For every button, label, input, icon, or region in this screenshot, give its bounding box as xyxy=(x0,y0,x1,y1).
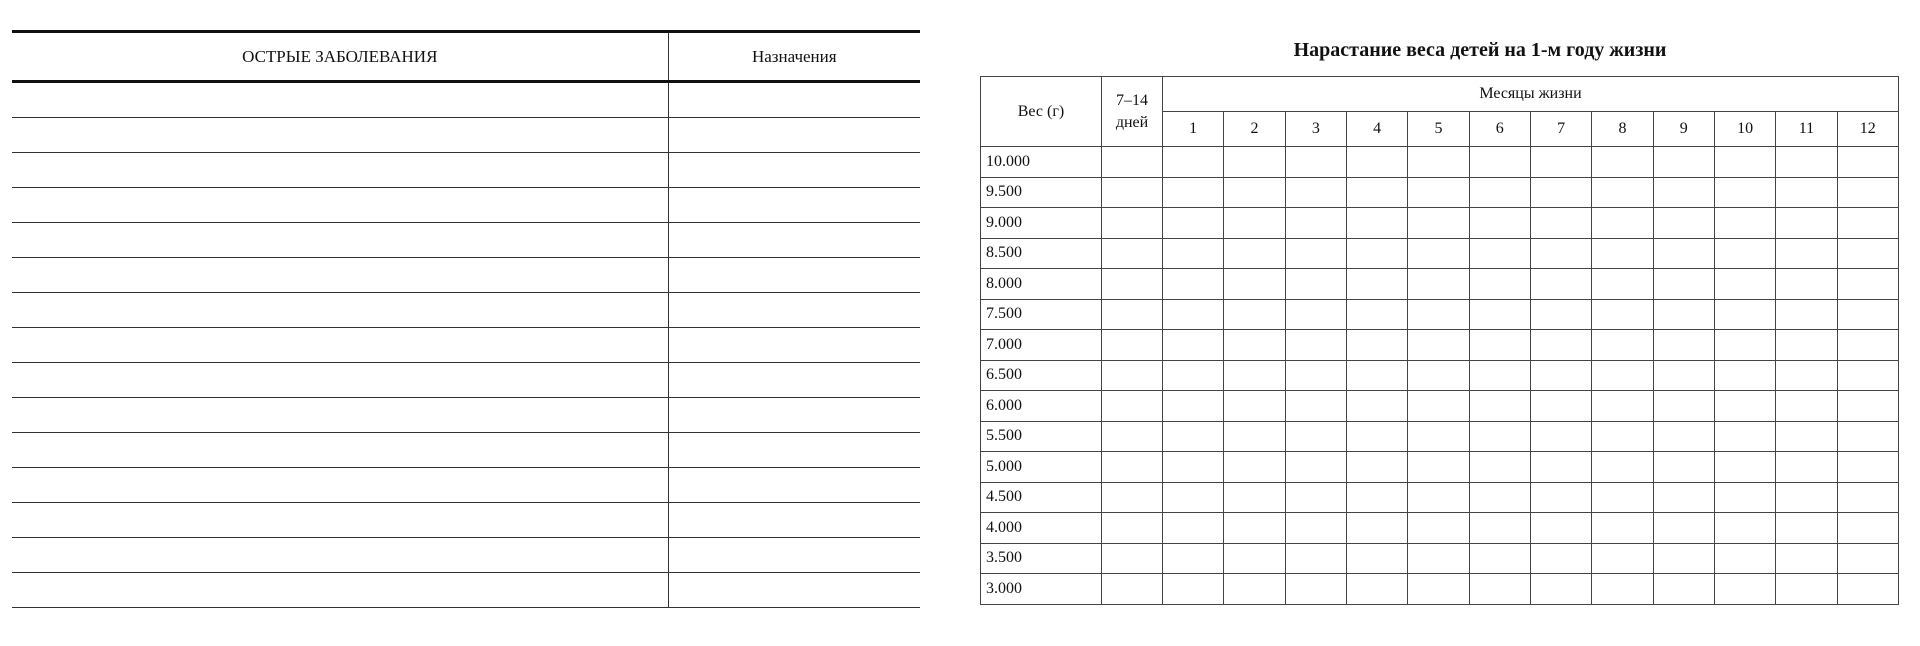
month-cell[interactable] xyxy=(1653,238,1714,269)
month-cell[interactable] xyxy=(1469,360,1530,391)
month-cell[interactable] xyxy=(1776,421,1837,452)
month-cell[interactable] xyxy=(1224,269,1285,300)
month-cell[interactable] xyxy=(1530,543,1591,574)
month-cell[interactable] xyxy=(1776,574,1837,605)
month-cell[interactable] xyxy=(1714,299,1775,330)
weight-label: 7.500 xyxy=(981,299,1102,330)
illness-entry-row xyxy=(12,188,920,223)
illness-entry-cell[interactable] xyxy=(12,118,668,153)
month-cell[interactable] xyxy=(1837,574,1898,605)
month-cell[interactable] xyxy=(1346,299,1407,330)
month-cell[interactable] xyxy=(1592,574,1653,605)
illness-entry-row xyxy=(12,223,920,258)
month-cell[interactable] xyxy=(1163,391,1224,422)
month-cell[interactable] xyxy=(1837,421,1898,452)
month-cell[interactable] xyxy=(1469,208,1530,239)
month-cell[interactable] xyxy=(1408,360,1469,391)
acute-illnesses-form xyxy=(12,30,920,608)
days-cell[interactable] xyxy=(1102,543,1163,574)
month-cell[interactable] xyxy=(1408,543,1469,574)
month-cell[interactable] xyxy=(1837,208,1898,239)
acute-illnesses-header: ОСТРЫЕ ЗАБОЛЕВАНИЯ xyxy=(12,32,668,82)
weight-gain-table xyxy=(980,76,1899,605)
month-cell[interactable] xyxy=(1837,360,1898,391)
month-cell[interactable] xyxy=(1592,147,1653,178)
month-cell[interactable] xyxy=(1469,574,1530,605)
days-cell[interactable] xyxy=(1102,147,1163,178)
month-cell[interactable] xyxy=(1408,330,1469,361)
month-header: 8 xyxy=(1592,112,1653,147)
month-cell[interactable] xyxy=(1346,452,1407,483)
weight-label: 5.000 xyxy=(981,452,1102,483)
month-cell[interactable] xyxy=(1224,208,1285,239)
month-cell[interactable] xyxy=(1285,177,1346,208)
weight-row xyxy=(981,177,1899,208)
month-header: 2 xyxy=(1224,112,1285,147)
month-cell[interactable] xyxy=(1592,208,1653,239)
month-cell[interactable] xyxy=(1653,208,1714,239)
month-cell[interactable] xyxy=(1837,299,1898,330)
month-cell[interactable] xyxy=(1530,421,1591,452)
illness-entry-cell[interactable] xyxy=(12,363,668,398)
illness-entry-row xyxy=(12,503,920,538)
month-cell[interactable] xyxy=(1530,391,1591,422)
days-cell[interactable] xyxy=(1102,574,1163,605)
month-cell[interactable] xyxy=(1469,330,1530,361)
weight-row xyxy=(981,147,1899,178)
month-cell[interactable] xyxy=(1285,482,1346,513)
month-cell[interactable] xyxy=(1163,238,1224,269)
month-cell[interactable] xyxy=(1224,330,1285,361)
days-header-range: 7–14 xyxy=(1116,91,1148,109)
month-cell[interactable] xyxy=(1592,421,1653,452)
month-cell[interactable] xyxy=(1837,482,1898,513)
prescriptions-header: Назначения xyxy=(668,32,920,82)
month-cell[interactable] xyxy=(1837,177,1898,208)
weight-label: 9.000 xyxy=(981,208,1102,239)
month-cell[interactable] xyxy=(1714,513,1775,544)
month-cell[interactable] xyxy=(1714,269,1775,300)
month-cell[interactable] xyxy=(1469,299,1530,330)
month-cell[interactable] xyxy=(1346,574,1407,605)
month-cell[interactable] xyxy=(1224,147,1285,178)
month-cell[interactable] xyxy=(1408,482,1469,513)
weight-gain-form xyxy=(980,38,1898,605)
days-cell[interactable] xyxy=(1102,177,1163,208)
illness-entry-cell[interactable] xyxy=(12,468,668,503)
weight-row xyxy=(981,421,1899,452)
month-cell[interactable] xyxy=(1653,421,1714,452)
month-cell[interactable] xyxy=(1224,482,1285,513)
month-cell[interactable] xyxy=(1163,147,1224,178)
month-cell[interactable] xyxy=(1837,269,1898,300)
days-cell[interactable] xyxy=(1102,452,1163,483)
weight-column-header: Вес (г) xyxy=(981,77,1102,147)
weight-row xyxy=(981,208,1899,239)
month-cell[interactable] xyxy=(1163,177,1224,208)
month-header: 7 xyxy=(1530,112,1591,147)
month-cell[interactable] xyxy=(1163,513,1224,544)
prescription-entry-cell[interactable] xyxy=(668,433,920,468)
weight-label: 5.500 xyxy=(981,421,1102,452)
weight-label: 3.000 xyxy=(981,574,1102,605)
month-cell[interactable] xyxy=(1530,482,1591,513)
illness-entry-cell[interactable] xyxy=(12,153,668,188)
weight-label: 6.000 xyxy=(981,391,1102,422)
month-cell[interactable] xyxy=(1592,482,1653,513)
month-cell[interactable] xyxy=(1408,452,1469,483)
month-cell[interactable] xyxy=(1837,391,1898,422)
month-cell[interactable] xyxy=(1592,238,1653,269)
month-cell[interactable] xyxy=(1285,543,1346,574)
month-cell[interactable] xyxy=(1285,269,1346,300)
month-cell[interactable] xyxy=(1163,208,1224,239)
illness-entry-cell[interactable] xyxy=(12,328,668,363)
month-cell[interactable] xyxy=(1776,360,1837,391)
month-cell[interactable] xyxy=(1653,177,1714,208)
prescription-entry-cell[interactable] xyxy=(668,293,920,328)
month-cell[interactable] xyxy=(1285,147,1346,178)
prescription-entry-cell[interactable] xyxy=(668,223,920,258)
weight-row xyxy=(981,391,1899,422)
month-cell[interactable] xyxy=(1714,574,1775,605)
month-cell[interactable] xyxy=(1408,177,1469,208)
prescription-entry-cell[interactable] xyxy=(668,538,920,573)
month-cell[interactable] xyxy=(1224,299,1285,330)
days-column-header xyxy=(1102,77,1163,147)
month-cell[interactable] xyxy=(1163,269,1224,300)
month-cell[interactable] xyxy=(1653,360,1714,391)
illness-entry-cell[interactable] xyxy=(12,433,668,468)
month-cell[interactable] xyxy=(1163,299,1224,330)
month-header: 11 xyxy=(1776,112,1837,147)
month-cell[interactable] xyxy=(1837,147,1898,178)
month-cell[interactable] xyxy=(1285,421,1346,452)
days-header-unit: дней xyxy=(1115,113,1149,131)
month-cell[interactable] xyxy=(1163,543,1224,574)
illness-entry-row xyxy=(12,328,920,363)
weight-label: 4.500 xyxy=(981,482,1102,513)
month-cell[interactable] xyxy=(1776,543,1837,574)
month-cell[interactable] xyxy=(1224,513,1285,544)
month-cell[interactable] xyxy=(1714,238,1775,269)
days-cell[interactable] xyxy=(1102,238,1163,269)
month-cell[interactable] xyxy=(1224,421,1285,452)
month-cell[interactable] xyxy=(1469,452,1530,483)
prescription-entry-cell[interactable] xyxy=(668,258,920,293)
month-cell[interactable] xyxy=(1163,360,1224,391)
month-cell[interactable] xyxy=(1592,177,1653,208)
days-cell[interactable] xyxy=(1102,269,1163,300)
month-cell[interactable] xyxy=(1776,147,1837,178)
illness-entry-cell[interactable] xyxy=(12,82,668,118)
month-cell[interactable] xyxy=(1592,330,1653,361)
month-cell[interactable] xyxy=(1408,238,1469,269)
month-cell[interactable] xyxy=(1408,421,1469,452)
month-cell[interactable] xyxy=(1714,482,1775,513)
month-cell[interactable] xyxy=(1776,208,1837,239)
prescription-entry-cell[interactable] xyxy=(668,153,920,188)
month-cell[interactable] xyxy=(1714,177,1775,208)
illness-entry-row xyxy=(12,293,920,328)
month-cell[interactable] xyxy=(1776,299,1837,330)
month-cell[interactable] xyxy=(1653,299,1714,330)
weight-label: 3.500 xyxy=(981,543,1102,574)
month-cell[interactable] xyxy=(1224,574,1285,605)
illness-entry-row xyxy=(12,363,920,398)
weight-gain-title: Нарастание веса детей на 1-м году жизни xyxy=(1293,39,1667,61)
month-cell[interactable] xyxy=(1224,177,1285,208)
weight-label: 6.500 xyxy=(981,360,1102,391)
weight-row xyxy=(981,299,1899,330)
month-cell[interactable] xyxy=(1346,238,1407,269)
month-cell[interactable] xyxy=(1530,177,1591,208)
illness-entry-cell[interactable] xyxy=(12,538,668,573)
month-cell[interactable] xyxy=(1285,330,1346,361)
prescription-entry-cell[interactable] xyxy=(668,82,920,118)
month-cell[interactable] xyxy=(1469,147,1530,178)
month-cell[interactable] xyxy=(1653,452,1714,483)
month-cell[interactable] xyxy=(1653,330,1714,361)
month-cell[interactable] xyxy=(1776,177,1837,208)
month-cell[interactable] xyxy=(1346,391,1407,422)
days-cell[interactable] xyxy=(1102,299,1163,330)
month-cell[interactable] xyxy=(1714,330,1775,361)
days-cell[interactable] xyxy=(1102,391,1163,422)
month-cell[interactable] xyxy=(1346,208,1407,239)
month-cell[interactable] xyxy=(1837,238,1898,269)
prescription-entry-cell[interactable] xyxy=(668,468,920,503)
month-cell[interactable] xyxy=(1346,543,1407,574)
month-cell[interactable] xyxy=(1530,269,1591,300)
weight-label: 10.000 xyxy=(981,147,1102,178)
month-cell[interactable] xyxy=(1530,208,1591,239)
month-cell[interactable] xyxy=(1530,299,1591,330)
weight-row xyxy=(981,574,1899,605)
month-cell[interactable] xyxy=(1837,330,1898,361)
month-cell[interactable] xyxy=(1530,574,1591,605)
days-cell[interactable] xyxy=(1102,208,1163,239)
months-group-header: Месяцы жизни xyxy=(1163,77,1899,112)
month-cell[interactable] xyxy=(1714,421,1775,452)
weight-row xyxy=(981,482,1899,513)
month-cell[interactable] xyxy=(1653,391,1714,422)
illness-entry-row xyxy=(12,118,920,153)
weight-row xyxy=(981,360,1899,391)
month-cell[interactable] xyxy=(1163,452,1224,483)
prescription-entry-cell[interactable] xyxy=(668,328,920,363)
month-cell[interactable] xyxy=(1285,299,1346,330)
weight-row xyxy=(981,330,1899,361)
month-cell[interactable] xyxy=(1653,147,1714,178)
month-header: 1 xyxy=(1163,112,1224,147)
month-cell[interactable] xyxy=(1285,391,1346,422)
month-header: 4 xyxy=(1346,112,1407,147)
month-cell[interactable] xyxy=(1530,360,1591,391)
illness-entry-row xyxy=(12,82,920,118)
month-cell[interactable] xyxy=(1469,391,1530,422)
month-cell[interactable] xyxy=(1163,421,1224,452)
month-cell[interactable] xyxy=(1285,238,1346,269)
month-cell[interactable] xyxy=(1592,513,1653,544)
month-cell[interactable] xyxy=(1714,208,1775,239)
illness-entry-cell[interactable] xyxy=(12,398,668,433)
illness-entry-cell[interactable] xyxy=(12,223,668,258)
month-cell[interactable] xyxy=(1776,330,1837,361)
month-cell[interactable] xyxy=(1408,299,1469,330)
month-cell[interactable] xyxy=(1346,147,1407,178)
weight-label: 7.000 xyxy=(981,330,1102,361)
month-header: 5 xyxy=(1408,112,1469,147)
days-cell[interactable] xyxy=(1102,513,1163,544)
month-cell[interactable] xyxy=(1469,269,1530,300)
month-header: 12 xyxy=(1837,112,1898,147)
days-cell[interactable] xyxy=(1102,421,1163,452)
month-cell[interactable] xyxy=(1408,147,1469,178)
month-cell[interactable] xyxy=(1224,238,1285,269)
month-cell[interactable] xyxy=(1408,269,1469,300)
month-cell[interactable] xyxy=(1285,574,1346,605)
month-header: 9 xyxy=(1653,112,1714,147)
month-cell[interactable] xyxy=(1346,330,1407,361)
month-cell[interactable] xyxy=(1285,452,1346,483)
month-cell[interactable] xyxy=(1530,452,1591,483)
month-cell[interactable] xyxy=(1408,513,1469,544)
month-cell[interactable] xyxy=(1469,177,1530,208)
weight-table-header-row xyxy=(981,77,1899,112)
month-cell[interactable] xyxy=(1714,543,1775,574)
month-header: 6 xyxy=(1469,112,1530,147)
weight-label: 8.500 xyxy=(981,238,1102,269)
month-cell[interactable] xyxy=(1776,452,1837,483)
month-cell[interactable] xyxy=(1163,574,1224,605)
month-cell[interactable] xyxy=(1346,360,1407,391)
illness-entry-cell[interactable] xyxy=(12,573,668,608)
month-cell[interactable] xyxy=(1224,391,1285,422)
month-cell[interactable] xyxy=(1714,147,1775,178)
illness-entry-row xyxy=(12,398,920,433)
month-cell[interactable] xyxy=(1653,513,1714,544)
illness-entry-cell[interactable] xyxy=(12,188,668,223)
days-cell[interactable] xyxy=(1102,482,1163,513)
illness-entry-cell[interactable] xyxy=(12,293,668,328)
month-cell[interactable] xyxy=(1469,421,1530,452)
month-cell[interactable] xyxy=(1530,330,1591,361)
month-cell[interactable] xyxy=(1714,452,1775,483)
weight-row xyxy=(981,269,1899,300)
month-cell[interactable] xyxy=(1530,238,1591,269)
month-cell[interactable] xyxy=(1653,543,1714,574)
month-cell[interactable] xyxy=(1592,543,1653,574)
month-cell[interactable] xyxy=(1408,208,1469,239)
month-cell[interactable] xyxy=(1408,391,1469,422)
month-cell[interactable] xyxy=(1530,147,1591,178)
month-cell[interactable] xyxy=(1837,513,1898,544)
month-cell[interactable] xyxy=(1592,299,1653,330)
illness-entry-cell[interactable] xyxy=(12,503,668,538)
weight-row xyxy=(981,452,1899,483)
month-header: 10 xyxy=(1714,112,1775,147)
month-cell[interactable] xyxy=(1714,360,1775,391)
prescription-entry-cell[interactable] xyxy=(668,363,920,398)
month-cell[interactable] xyxy=(1163,330,1224,361)
month-cell[interactable] xyxy=(1592,452,1653,483)
prescription-entry-cell[interactable] xyxy=(668,118,920,153)
month-cell[interactable] xyxy=(1224,452,1285,483)
month-cell[interactable] xyxy=(1469,513,1530,544)
month-cell[interactable] xyxy=(1837,543,1898,574)
month-cell[interactable] xyxy=(1776,482,1837,513)
days-cell[interactable] xyxy=(1102,330,1163,361)
weight-table-body xyxy=(981,147,1899,605)
acute-illnesses-body xyxy=(12,82,920,608)
acute-illnesses-table xyxy=(12,30,920,608)
month-cell[interactable] xyxy=(1285,208,1346,239)
month-cell[interactable] xyxy=(1346,421,1407,452)
month-cell[interactable] xyxy=(1653,574,1714,605)
month-cell[interactable] xyxy=(1408,574,1469,605)
month-cell[interactable] xyxy=(1592,269,1653,300)
acute-illnesses-header-row xyxy=(12,32,920,82)
illness-entry-row xyxy=(12,258,920,293)
month-cell[interactable] xyxy=(1346,513,1407,544)
month-header: 3 xyxy=(1285,112,1346,147)
illness-entry-row xyxy=(12,538,920,573)
month-cell[interactable] xyxy=(1776,269,1837,300)
prescription-entry-cell[interactable] xyxy=(668,503,920,538)
illness-entry-row xyxy=(12,468,920,503)
prescription-entry-cell[interactable] xyxy=(668,398,920,433)
month-cell[interactable] xyxy=(1776,513,1837,544)
month-cell[interactable] xyxy=(1776,391,1837,422)
weight-label: 8.000 xyxy=(981,269,1102,300)
month-cell[interactable] xyxy=(1592,360,1653,391)
month-cell[interactable] xyxy=(1592,391,1653,422)
illness-entry-row xyxy=(12,433,920,468)
weight-label: 9.500 xyxy=(981,177,1102,208)
month-cell[interactable] xyxy=(1346,482,1407,513)
month-cell[interactable] xyxy=(1469,238,1530,269)
month-cell[interactable] xyxy=(1224,543,1285,574)
weight-row xyxy=(981,513,1899,544)
month-cell[interactable] xyxy=(1346,269,1407,300)
month-cell[interactable] xyxy=(1837,452,1898,483)
month-cell[interactable] xyxy=(1653,482,1714,513)
month-cell[interactable] xyxy=(1653,269,1714,300)
month-cell[interactable] xyxy=(1776,238,1837,269)
month-cell[interactable] xyxy=(1224,360,1285,391)
month-cell[interactable] xyxy=(1714,391,1775,422)
prescription-entry-cell[interactable] xyxy=(668,573,920,608)
days-cell[interactable] xyxy=(1102,360,1163,391)
prescription-entry-cell[interactable] xyxy=(668,188,920,223)
month-cell[interactable] xyxy=(1285,513,1346,544)
month-cell[interactable] xyxy=(1346,177,1407,208)
month-cell[interactable] xyxy=(1163,482,1224,513)
weight-label: 4.000 xyxy=(981,513,1102,544)
illness-entry-cell[interactable] xyxy=(12,258,668,293)
weight-row xyxy=(981,238,1899,269)
illness-entry-row xyxy=(12,573,920,608)
weight-row xyxy=(981,543,1899,574)
month-cell[interactable] xyxy=(1469,543,1530,574)
month-cell[interactable] xyxy=(1469,482,1530,513)
month-cell[interactable] xyxy=(1530,513,1591,544)
month-cell[interactable] xyxy=(1285,360,1346,391)
illness-entry-row xyxy=(12,153,920,188)
